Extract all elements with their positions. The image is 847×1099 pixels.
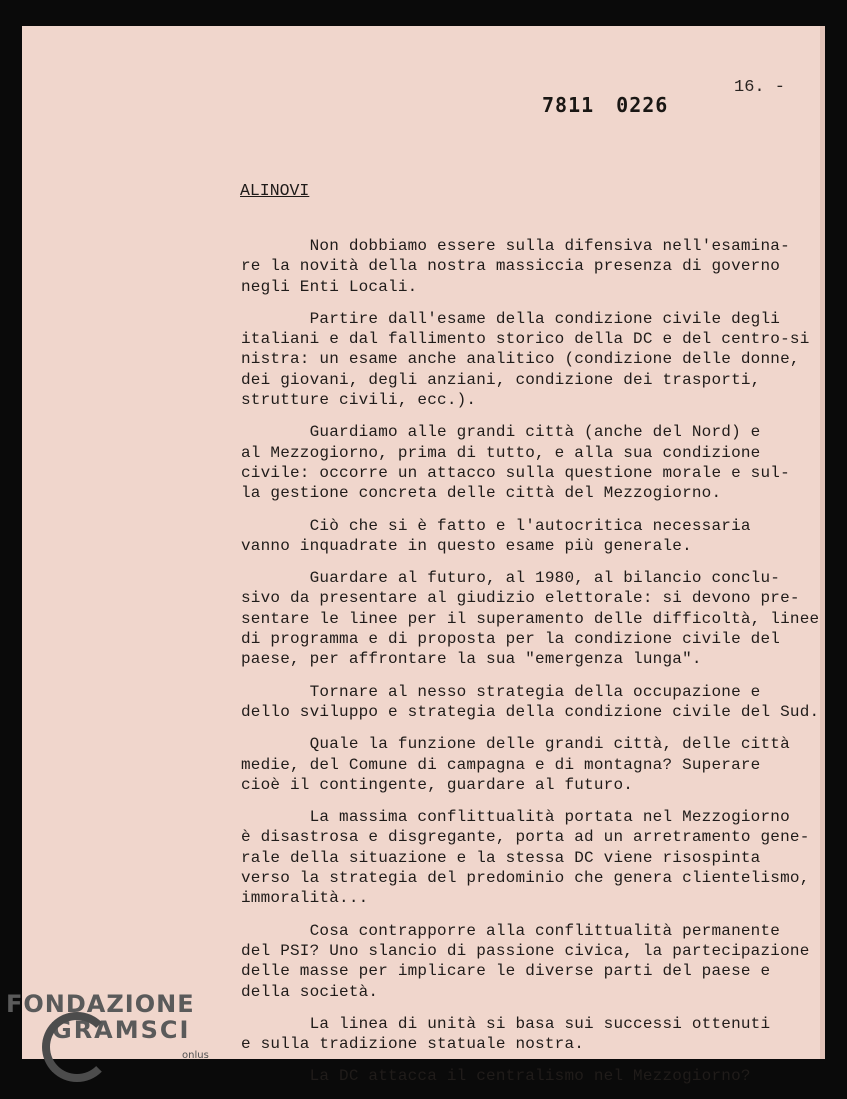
document-number-left: 7811 [542, 93, 595, 117]
text-line: sivo da presentare al giudizio elettorale: si devono pre- [241, 589, 800, 608]
document-number-right: 0226 [616, 93, 669, 117]
text-line: di programma e di proposta per la condizione civile del [241, 630, 781, 649]
text-line: immoralità... [241, 889, 369, 908]
text-line: italiani e dal fallimento storico della DC e del centro-si [241, 330, 810, 349]
body-text [241, 236, 841, 1099]
text-line: negli Enti Locali. [241, 277, 418, 296]
text-line: della società. [241, 982, 379, 1001]
text-line: sentare le linee per il superamento delle difficoltà, linee [241, 609, 820, 628]
text-line: cioè il contingente, guardare al futuro. [241, 775, 634, 794]
text-line: verso la strategia del predominio che genera clientelismo, [241, 869, 810, 888]
text-line: paese, per affrontare la sua "emergenza lunga". [241, 650, 702, 669]
text-line: al Mezzogiorno, prima di tutto, e alla sua condizione [241, 443, 761, 462]
text-line: La DC attacca il centralismo nel Mezzogiorno? [241, 1067, 751, 1086]
paragraph [241, 236, 841, 297]
text-line: dello sviluppo e strategia della condizione civile del Sud. [241, 702, 820, 721]
text-line: civile: occorre un attacco sulla questione morale e sul- [241, 463, 790, 482]
gramsci-g-icon [42, 1012, 112, 1082]
paragraph [241, 734, 841, 795]
text-line: del PSI? Uno slancio di passione civica, la partecipazione [241, 941, 810, 960]
paragraph [241, 1066, 841, 1086]
text-line: re la novità della nostra massiccia presenza di governo [241, 257, 781, 276]
text-line: delle masse per implicare le diverse parti del paese e [241, 962, 771, 981]
paragraph [241, 516, 841, 557]
text-line: medie, del Comune di campagna e di montagna? Superare [241, 755, 761, 774]
text-line: nistra: un esame anche analitico (condizione delle donne, [241, 350, 800, 369]
paragraph [241, 682, 841, 723]
text-line: la gestione concreta delle città del Mezzogiorno. [241, 484, 722, 503]
paragraph [241, 921, 841, 1002]
text-line: strutture civili, ecc.). [241, 391, 477, 410]
page-number: 16. - [734, 78, 786, 97]
section-title: ALINOVI [240, 181, 310, 200]
text-line: La massima conflittualità portata nel Mezzogiorno [241, 808, 790, 827]
text-line: rale della situazione e la stessa DC viene risospinta [241, 848, 761, 867]
text-line: Guardiamo alle grandi città (anche del Nord) e [241, 423, 761, 442]
text-line: Cosa contrapporre alla conflittualità permanente [241, 921, 781, 940]
text-line: Ciò che si è fatto e l'autocritica necessaria [241, 516, 751, 535]
watermark-logo [6, 990, 209, 1061]
text-line: Guardare al futuro, al 1980, al bilancio conclu- [241, 569, 781, 588]
text-line: Non dobbiamo essere sulla difensiva nell'esamina- [241, 237, 790, 255]
text-line: dei giovani, degli anziani, condizione dei trasporti, [241, 370, 761, 389]
text-line: La linea di unità si basa sui successi ottenuti [241, 1014, 771, 1033]
document-page [22, 26, 825, 1086]
paragraph [241, 807, 841, 908]
paragraph [241, 1014, 841, 1055]
text-line: e sulla tradizione statuale nostra. [241, 1035, 585, 1054]
text-line: vanno inquadrate in questo esame più generale. [241, 536, 692, 555]
text-line: è disastrosa e disgregante, porta ad un arretramento gene- [241, 828, 810, 847]
paragraph [241, 309, 841, 410]
text-line: Tornare al nesso strategia della occupazione e [241, 682, 761, 701]
watermark-line1: FONDAZIONE [6, 990, 195, 1018]
paragraph [241, 422, 841, 503]
text-line: Quale la funzione delle grandi città, delle città [241, 735, 790, 754]
watermark-line2: GRAMSCI [52, 1016, 191, 1044]
text-line: Partire dall'esame della condizione civile degli [241, 309, 781, 328]
paragraph [241, 568, 841, 669]
watermark-sub: onlus [182, 1050, 209, 1061]
document-number [542, 93, 690, 117]
